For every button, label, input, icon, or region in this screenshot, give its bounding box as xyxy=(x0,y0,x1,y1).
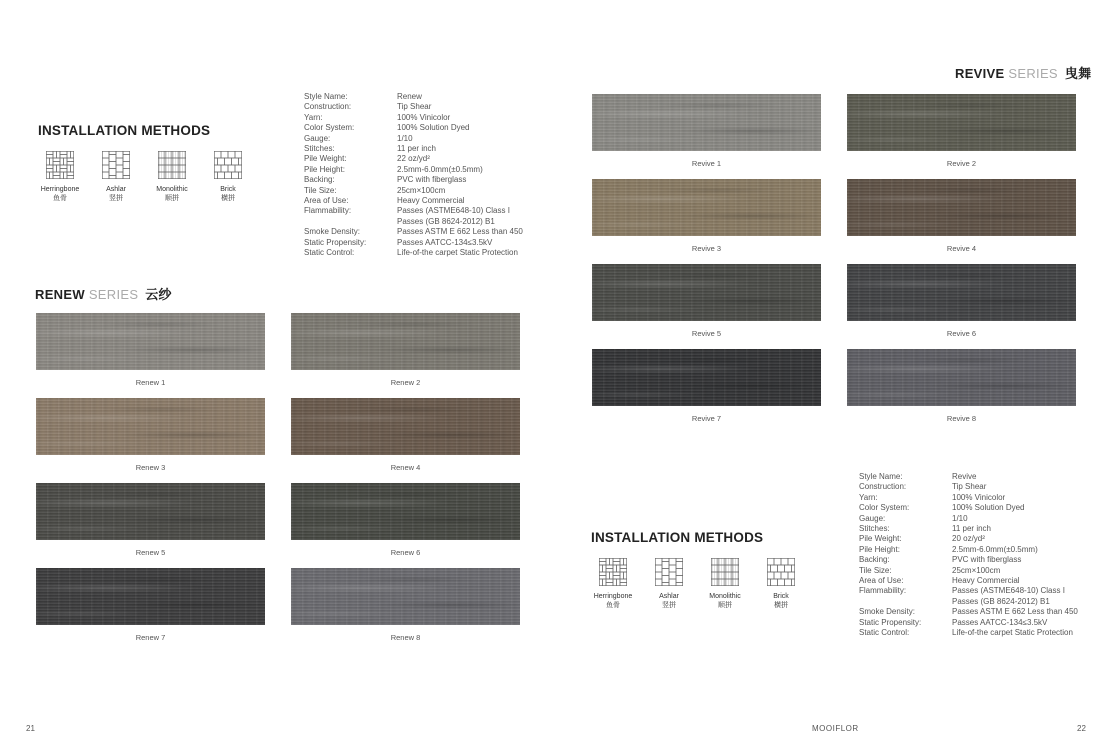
spec-key xyxy=(304,217,397,227)
spec-value: 1/10 xyxy=(952,513,968,523)
spec-key: Gauge: xyxy=(859,513,886,523)
spec-value: Renew xyxy=(397,92,422,101)
spec-row xyxy=(859,493,1078,503)
swatch-caption: Renew 7 xyxy=(135,633,166,642)
herringbone-icon xyxy=(599,558,627,591)
carpet-swatch xyxy=(847,179,1076,236)
brand-name: MOOIFLOR xyxy=(812,724,859,733)
spec-key: Style Name: xyxy=(859,472,903,481)
spec-value: 25cm×100cm xyxy=(952,565,1001,575)
spec-key: Static Propensity: xyxy=(859,617,922,627)
spec-value: Passes (GB 8624-2012) B1 xyxy=(397,216,495,226)
right-page-number: 22 xyxy=(1077,724,1086,733)
method-brick xyxy=(753,558,809,610)
method-label: Ashlar xyxy=(659,593,679,600)
method-chinese-label: 横拼 xyxy=(221,195,235,202)
spec-key: Smoke Density: xyxy=(304,227,361,237)
spec-value: Tip Shear xyxy=(952,482,987,492)
spec-row xyxy=(859,555,1078,565)
method-ashlar xyxy=(88,151,144,203)
method-label: Brick xyxy=(773,593,789,600)
series-label: SERIES xyxy=(1008,66,1058,81)
spec-row xyxy=(304,238,523,248)
method-label: Brick xyxy=(220,186,236,193)
spec-key: Tile Size: xyxy=(304,185,337,195)
carpet-swatch xyxy=(291,313,520,370)
carpet-swatch xyxy=(36,398,265,455)
spec-row xyxy=(859,618,1078,628)
spec-key: Construction: xyxy=(859,482,907,492)
spec-value: 100% Solution Dyed xyxy=(952,503,1025,513)
spec-key: Static Control: xyxy=(859,628,910,638)
right-spec-table xyxy=(859,472,1078,639)
spec-row xyxy=(859,628,1078,638)
spec-value: 25cm×100cm xyxy=(397,185,446,195)
method-label: Herringbone xyxy=(40,186,80,193)
spec-key: Area of Use: xyxy=(859,576,904,586)
spec-value: Heavy Commercial xyxy=(952,576,1020,586)
carpet-swatch xyxy=(36,568,265,625)
swatch-caption: Revive 8 xyxy=(946,414,977,423)
spec-key: Pile Height: xyxy=(304,164,345,174)
spec-row xyxy=(859,472,1078,482)
swatch-caption: Revive 2 xyxy=(946,159,977,168)
carpet-swatch xyxy=(36,483,265,540)
carpet-swatch xyxy=(36,313,265,370)
swatch-caption: Renew 4 xyxy=(390,463,421,472)
herringbone-icon xyxy=(46,151,74,184)
renew-series-title xyxy=(35,284,172,303)
spec-value: PVC with fiberglass xyxy=(952,555,1022,565)
spec-key: Static Propensity: xyxy=(304,237,367,247)
method-chinese-label: 鱼骨 xyxy=(606,602,620,609)
spec-row xyxy=(304,217,523,227)
method-brick xyxy=(200,151,256,203)
swatch-caption: Renew 5 xyxy=(135,548,166,557)
series-chinese-name: 曳舞 xyxy=(1064,66,1092,81)
spec-value: 22 oz/yd² xyxy=(397,154,430,164)
spec-row xyxy=(304,196,523,206)
spec-row xyxy=(304,175,523,185)
spec-key: Pile Weight: xyxy=(304,154,347,164)
spec-value: Passes ASTM E 662 Less than 450 xyxy=(952,607,1078,617)
spec-key: Flammability: xyxy=(859,586,907,596)
ashlar-icon xyxy=(102,151,130,184)
method-chinese-label: 顺拼 xyxy=(165,195,179,202)
method-chinese-label: 横拼 xyxy=(774,602,788,609)
spec-key: Smoke Density: xyxy=(859,607,916,617)
method-label: Herringbone xyxy=(593,593,633,600)
spec-value: PVC with fiberglass xyxy=(397,175,467,185)
carpet-swatch xyxy=(592,264,821,321)
method-label: Monolithic xyxy=(709,593,741,600)
spec-row xyxy=(304,123,523,133)
spec-value: Life-of-the carpet Static Protection xyxy=(952,628,1073,638)
swatch-caption: Revive 7 xyxy=(691,414,722,423)
spec-key: Backing: xyxy=(304,175,335,185)
spec-key: Backing: xyxy=(859,555,890,565)
swatch-caption: Renew 8 xyxy=(390,633,421,642)
spec-row xyxy=(859,566,1078,576)
carpet-swatch xyxy=(592,349,821,406)
spec-value: 11 per inch xyxy=(952,524,991,534)
spec-key: Style Name: xyxy=(304,92,348,101)
spec-row xyxy=(304,248,523,258)
spec-row xyxy=(859,597,1078,607)
spec-row xyxy=(304,134,523,144)
spec-key: Static Control: xyxy=(304,248,355,258)
series-chinese-name: 云纱 xyxy=(145,287,172,302)
spec-value: Passes ASTM E 662 Less than 450 xyxy=(397,227,523,237)
swatch-caption: Revive 5 xyxy=(691,329,722,338)
spec-row xyxy=(304,144,523,154)
spec-key: Gauge: xyxy=(304,133,331,143)
spec-row xyxy=(304,154,523,164)
carpet-swatch xyxy=(847,349,1076,406)
monolithic-icon xyxy=(711,558,739,591)
spec-row xyxy=(304,206,523,216)
spec-key: Color System: xyxy=(859,503,910,513)
spec-row xyxy=(859,524,1078,534)
swatch-caption: Renew 2 xyxy=(390,378,421,387)
method-label: Monolithic xyxy=(156,186,188,193)
method-monolithic xyxy=(144,151,200,203)
revive-series-title xyxy=(955,63,1091,82)
spec-value: 2.5mm-6.0mm(±0.5mm) xyxy=(397,164,483,174)
left-spec-table xyxy=(304,92,523,259)
spec-value: Life-of-the carpet Static Protection xyxy=(397,248,518,258)
swatch-caption: Renew 6 xyxy=(390,548,421,557)
spec-key: Stitches: xyxy=(304,144,335,154)
carpet-swatch xyxy=(592,94,821,151)
left-installation-methods xyxy=(32,151,256,203)
spec-row xyxy=(304,102,523,112)
swatch-caption: Revive 6 xyxy=(946,329,977,338)
spec-value: Revive xyxy=(952,472,977,481)
swatch-caption: Revive 4 xyxy=(946,244,977,253)
spec-key: Pile Weight: xyxy=(859,534,902,544)
spec-row xyxy=(859,503,1078,513)
spec-key: Pile Height: xyxy=(859,544,900,554)
ashlar-icon xyxy=(655,558,683,591)
spec-value: Passes (ASTME648-10) Class I xyxy=(952,586,1065,596)
spec-row xyxy=(859,534,1078,544)
method-ashlar xyxy=(641,558,697,610)
spec-value: Passes AATCC-134≤3.5kV xyxy=(397,237,493,247)
spec-value: 100% Vinicolor xyxy=(397,112,451,122)
spec-value: 11 per inch xyxy=(397,144,436,154)
swatch-caption: Revive 3 xyxy=(691,244,722,253)
brick-icon xyxy=(767,558,795,591)
spec-row xyxy=(304,165,523,175)
spec-row xyxy=(859,482,1078,492)
right-installation-title: INSTALLATION METHODS xyxy=(591,530,764,545)
spec-row xyxy=(859,514,1078,524)
spec-row xyxy=(859,576,1078,586)
method-herringbone xyxy=(585,558,641,610)
spec-value: 2.5mm-6.0mm(±0.5mm) xyxy=(952,544,1038,554)
monolithic-icon xyxy=(158,151,186,184)
spec-value: 100% Solution Dyed xyxy=(397,123,470,133)
swatch-caption: Renew 1 xyxy=(135,378,166,387)
spec-key: Yarn: xyxy=(859,492,878,502)
carpet-swatch xyxy=(291,398,520,455)
spec-key: Tile Size: xyxy=(859,565,892,575)
spec-row xyxy=(304,227,523,237)
spec-value: Passes AATCC-134≤3.5kV xyxy=(952,617,1048,627)
spec-key: Color System: xyxy=(304,123,355,133)
left-installation-title: INSTALLATION METHODS xyxy=(38,123,211,138)
spec-key: Yarn: xyxy=(304,112,323,122)
spec-value: 1/10 xyxy=(397,133,413,143)
spec-value: Tip Shear xyxy=(397,102,432,112)
spec-value: Passes (GB 8624-2012) B1 xyxy=(952,596,1050,606)
series-label: SERIES xyxy=(88,287,139,302)
method-herringbone xyxy=(32,151,88,203)
carpet-swatch xyxy=(291,483,520,540)
spec-value: 100% Vinicolor xyxy=(952,492,1006,502)
spec-row xyxy=(859,586,1078,596)
swatch-caption: Revive 1 xyxy=(691,159,722,168)
spec-key: Flammability: xyxy=(304,206,352,216)
spec-row xyxy=(304,186,523,196)
spec-key xyxy=(859,597,952,607)
spec-row xyxy=(304,113,523,123)
series-name: RENEW xyxy=(35,287,85,302)
spec-key: Area of Use: xyxy=(304,196,349,206)
spec-value: 20 oz/yd² xyxy=(952,534,985,544)
method-chinese-label: 顺拼 xyxy=(718,602,732,609)
method-label: Ashlar xyxy=(106,186,126,193)
carpet-swatch xyxy=(291,568,520,625)
carpet-swatch xyxy=(847,94,1076,151)
spec-key: Construction: xyxy=(304,102,352,112)
spec-value: Passes (ASTME648-10) Class I xyxy=(397,206,510,216)
left-page-number: 21 xyxy=(26,724,35,733)
series-name: REVIVE xyxy=(955,66,1005,81)
brick-icon xyxy=(214,151,242,184)
carpet-swatch xyxy=(847,264,1076,321)
method-chinese-label: 竖拼 xyxy=(662,602,676,609)
method-chinese-label: 鱼骨 xyxy=(53,195,67,202)
spec-row xyxy=(304,92,523,102)
carpet-swatch xyxy=(592,179,821,236)
swatch-caption: Renew 3 xyxy=(135,463,166,472)
spec-row xyxy=(859,607,1078,617)
right-installation-methods xyxy=(585,558,809,610)
spec-value: Heavy Commercial xyxy=(397,196,465,206)
method-chinese-label: 竖拼 xyxy=(109,195,123,202)
spec-key: Stitches: xyxy=(859,524,890,534)
spec-row xyxy=(859,545,1078,555)
method-monolithic xyxy=(697,558,753,610)
